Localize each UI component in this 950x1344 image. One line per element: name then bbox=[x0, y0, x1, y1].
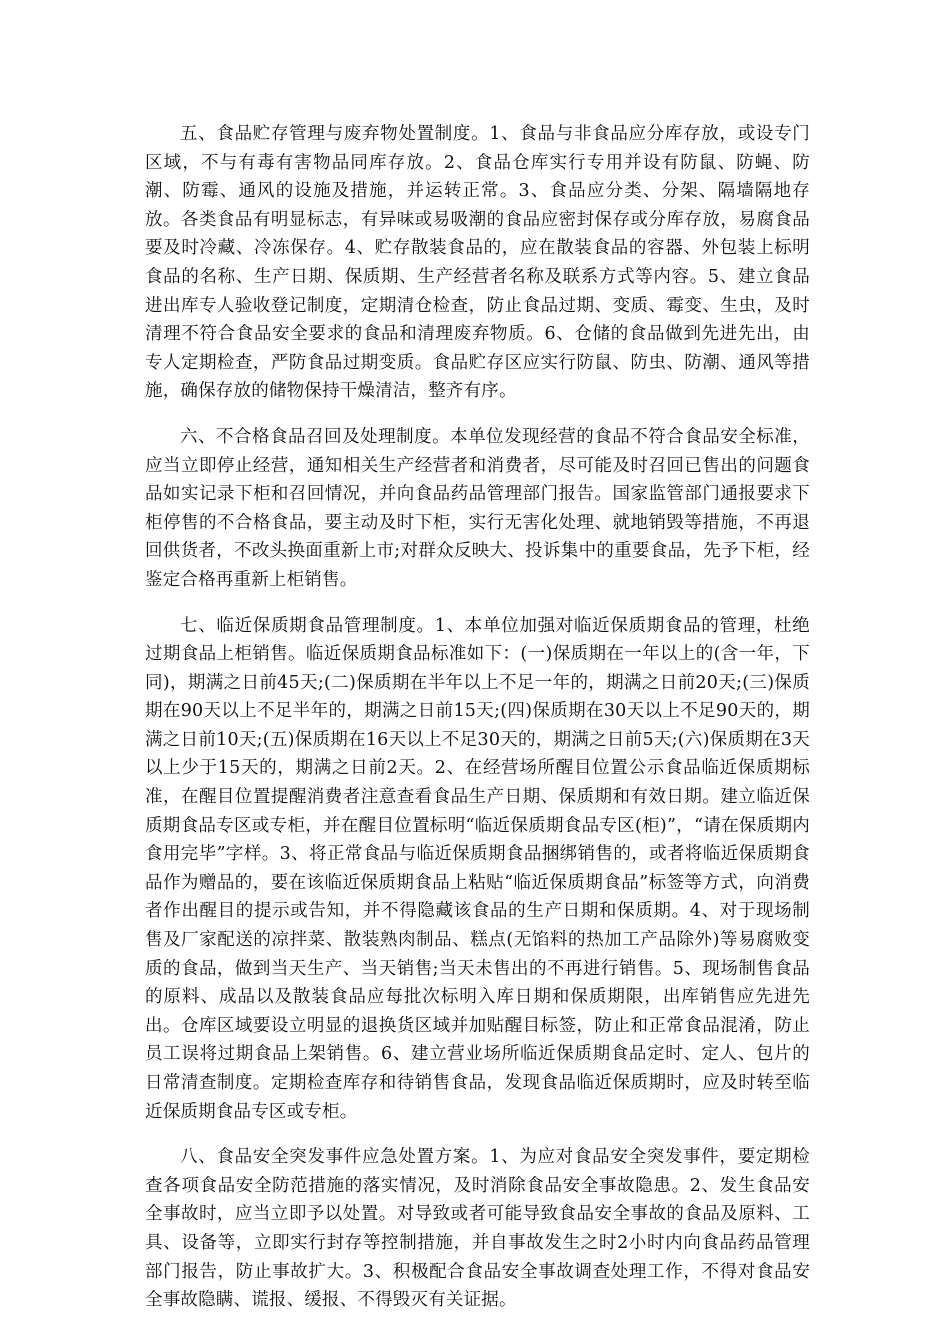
paragraph-unqualified-food-recall: 六、不合格食品召回及处理制度。本单位发现经营的食品不符合食品安全标准，应当立即停止经营，通知相关生产经营者和消费者，尽可能及时召回已售出的问题食品如实记录下柜和召回情况，并向食品药品管理部门报告。国家监管部门通报要求下柜停售的不合格食品，要主动及时下柜，实行无害化处理、就地销毁等措施，不再退回供货者，不改头换面重新上市;对群众反映大、投诉集中的重要食品，先予下柜，经鉴定合格再重新上柜销售。 bbox=[145, 426, 810, 590]
document-body bbox=[145, 120, 810, 1332]
paragraph-near-expiry-management: 七、临近保质期食品管理制度。1、本单位加强对临近保质期食品的管理，杜绝过期食品上柜销售。临近保质期食品标准如下：(一)保质期在一年以上的(含一年，下同)，期满之日前45天;(二)保质期在半年以上不足一年的，期满之日前20天;(三)保质期在90天以上不足半年的，期满之日前15天;(四)保质期在30天以上不足90天的，期满之日前10天;(五)保质期在16天以上不足30天的，期满之日前5天;(六)保质期在3天以上少于15天的，期满之日前2天。2、在经营场所醒目位置公示食品临近保质期标准，在醒目位置提醒消费者注意查看食品生产日期、保质期和有效日期。建立临近保质期食品专区或专柜，并在醒目位置标明“临近保质期食品专区(柜)”，“请在保质期内食用完毕”字样。3、将正常食品与临近保质期食品捆绑销售的，或者将临近保质期食品作为赠品的，要在该临近保质期食品上粘贴“临近保质期食品”标签等方式，向消费者作出醒目的提示或告知，并不得隐藏该食品的生产日期和保质期。4、对于现场制售及厂家配送的凉拌菜、散装熟肉制品、糕点(无馅料的热加工产品除外)等易腐败变质的食品，做到当天生产、当天销售;当天未售出的不再进行销售。5、现场制售食品的原料、成品以及散装食品应每批次标明入库日期和保质期限，出库销售应先进先出。仓库区域要设立明显的退换货区域并加贴醒目标签，防止和正常食品混淆，防止员工误将过期食品上架销售。6、建立营业场所临近保质期食品定时、定人、包片的日常清查制度。定期检查库存和待销售食品，发现食品临近保质期时，应及时转至临近保质期食品专区或专柜。 bbox=[145, 615, 810, 1122]
paragraph-emergency-response: 八、食品安全突发事件应急处置方案。1、为应对食品安全突发事件，要定期检查各项食品安全防范措施的落实情况，及时消除食品安全事故隐患。2、发生食品安全事故时，应当立即予以处置。对导致或者可能导致食品安全事故的食品及原料、工具、设备等，立即实行封存等控制措施，并自事故发生之时2小时内向食品药品管理部门报告，防止事故扩大。3、积极配合食品安全事故调查处理工作，不得对食品安全事故隐瞒、谎报、缓报、不得毁灭有关证据。 bbox=[145, 1147, 810, 1311]
paragraph-food-storage: 五、食品贮存管理与废弃物处置制度。1、食品与非食品应分库存放，或设专门区域，不与有毒有害物品同库存放。2、食品仓库实行专用并设有防鼠、防蝇、防潮、防霉、通风的设施及措施，并运转正常。3、食品应分类、分架、隔墙隔地存放。各类食品有明显标志，有异味或易吸潮的食品应密封保存或分库存放，易腐食品要及时冷藏、冷冻保存。4、贮存散装食品的，应在散装食品的容器、外包装上标明食品的名称、生产日期、保质期、生产经营者名称及联系方式等内容。5、建立食品进出库专人验收登记制度，定期清仓检查，防止食品过期、变质、霉变、生虫，及时清理不符合食品安全要求的食品和清理废弃物质。6、仓储的食品做到先进先出，由专人定期检查，严防食品过期变质。食品贮存区应实行防鼠、防虫、防潮、通风等措施，确保存放的储物保持干燥清洁，整齐有序。 bbox=[145, 124, 810, 402]
